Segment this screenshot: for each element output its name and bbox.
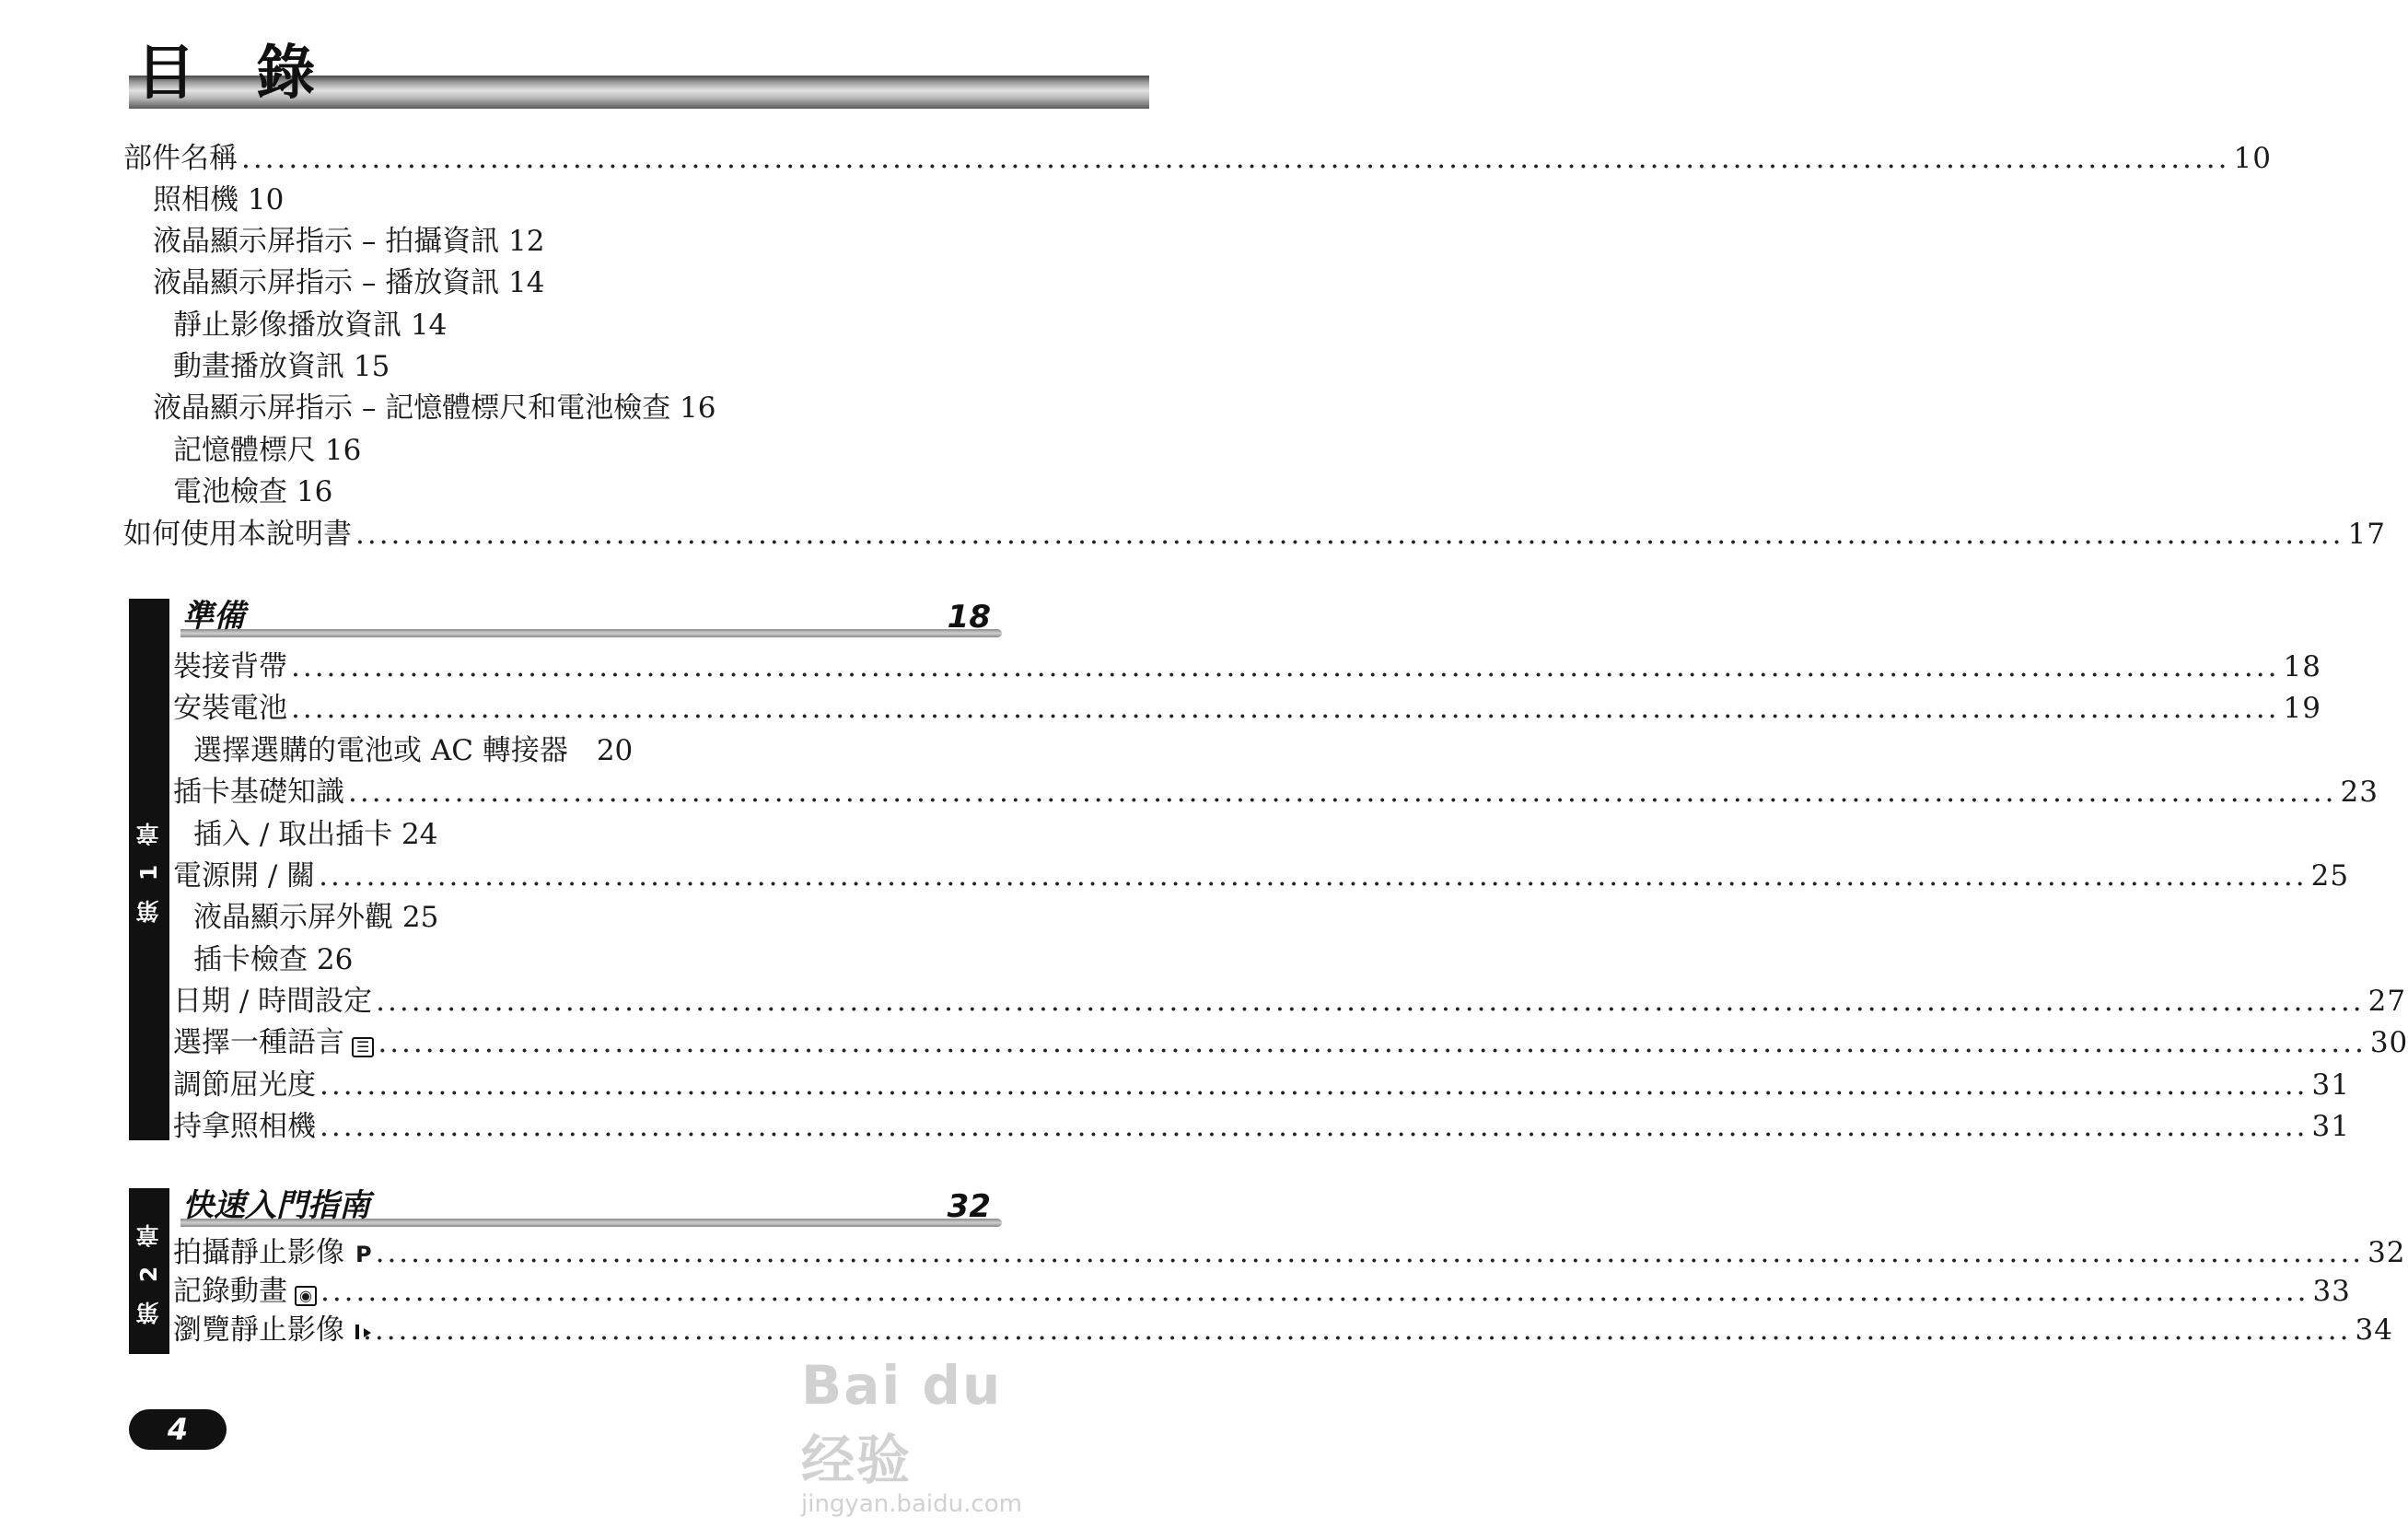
watermark-url: jingyan.baidu.com [801,1490,1022,1518]
entry-label: 日期 / 時間設定 [173,985,373,1018]
toc-entry-how-to-use[interactable] [123,516,2386,553]
leader-dots: ........................................................................................................................................................................ [378,1026,2367,1059]
entry-page: 10 [2233,142,2272,175]
entry-page: 31 [2311,1068,2350,1102]
language-menu-icon: ☰ [352,1037,374,1057]
entry-label: 如何使用本說明書 [123,518,352,551]
leader-dots: ........................................................................................................................................................................ [291,650,2280,683]
chapter-2-title: 快速入門指南 [182,1187,370,1224]
toc-entry-battery[interactable] [173,690,2321,727]
baidu-watermark [801,1354,1077,1518]
entry-label: 記錄動畫 [173,1275,287,1308]
entry-page: 25 [2310,859,2350,893]
program-mode-icon: P [355,1242,372,1267]
leader-dots: ........................................................................................................................................................................ [241,142,2230,175]
entry-page: 34 [2355,1313,2393,1347]
chapter-1-header[interactable] [180,593,1002,641]
chapter-2-tab [129,1188,169,1354]
leader-dots: ........................................................................................................................................................................ [348,776,2337,809]
page-number-badge [129,1409,227,1450]
leader-dots: ........................................................................................................................................................................ [320,1275,2309,1308]
entry-label: 瀏覽靜止影像 [173,1313,344,1347]
entry-page: 27 [2367,985,2407,1018]
entry-label: 電源開 / 關 [173,859,316,893]
toc-sub-lcd-memory[interactable]: 液晶顯示屏指示 – 記憶體標尺和電池檢查 16 [153,391,716,425]
entry-label: 安裝電池 [173,692,287,725]
entry-label: 插卡基礎知識 [173,776,344,809]
chapter-2-tab-label: 第 2 章 [135,1218,162,1325]
entry-page: 17 [2347,518,2386,551]
entry-page: 18 [2283,650,2321,683]
leader-dots: ........................................................................................................................................................................ [319,859,2308,893]
toc-entry-movie[interactable] [173,1273,2351,1310]
leader-dots: ........................................................................................................................................................................ [320,1110,2309,1143]
playback-icon [355,1325,359,1339]
entry-page: 33 [2312,1275,2351,1308]
toc-entry-view[interactable] [173,1312,2393,1348]
entry-label: 裝接背帶 [173,650,287,683]
toc-entry-diopter[interactable] [173,1067,2350,1103]
chapter-2-page: 32 [947,1188,991,1225]
movie-mode-icon: ◉ [295,1286,317,1306]
chapter-1-tab-label: 第 1 章 [135,816,162,923]
toc-entry-still[interactable] [173,1234,2406,1271]
toc-entry-datetime[interactable] [173,983,2407,1020]
toc-entry-card-basics[interactable] [173,774,2379,811]
chapter-2-header[interactable] [180,1183,1002,1231]
entry-page: 19 [2283,692,2321,725]
toc-entry-language[interactable] [173,1024,2408,1061]
leader-dots: ........................................................................................................................................................................ [291,692,2280,725]
toc-sub-lcd-look[interactable]: 液晶顯示屏外觀 25 [193,901,439,934]
entry-label: 持拿照相機 [173,1110,316,1143]
leader-dots: ........................................................................................................................................................................ [376,985,2365,1018]
page-number: 4 [167,1412,189,1447]
toc-sub-lcd-playback[interactable]: 液晶顯示屏指示 – 播放資訊 14 [153,266,545,299]
toc-sub-still-playback[interactable]: 靜止影像播放資訊 14 [173,309,448,342]
toc-sub-battery-option[interactable]: 選擇選購的電池或 AC 轉接器 20 [193,734,634,767]
toc-sub-movie-playback[interactable]: 動畫播放資訊 15 [173,350,390,383]
chapter-1-page: 18 [947,599,991,636]
entry-page: 23 [2340,776,2379,809]
entry-page: 31 [2311,1110,2350,1143]
leader-dots: ........................................................................................................................................................................ [320,1068,2309,1102]
leader-dots: ........................................................................................................................................................................ [363,1313,2352,1347]
toc-sub-card-insert[interactable]: 插入 / 取出插卡 24 [193,818,438,851]
toc-entry-parts-names[interactable] [123,140,2272,177]
chapter-1-tab [129,599,169,1140]
toc-sub-card-check[interactable]: 插卡檢查 26 [193,943,354,976]
entry-label: 選擇一種語言 [173,1026,344,1059]
toc-sub-lcd-shooting[interactable]: 液晶顯示屏指示 – 拍攝資訊 12 [153,225,545,258]
toc-sub-memory-gauge[interactable]: 記憶體標尺 16 [173,434,362,467]
leader-dots: ........................................................................................................................................................................ [355,518,2344,551]
watermark-logo: Bai du 经验 [801,1354,1003,1491]
leader-dots: ........................................................................................................................................................................ [375,1236,2365,1269]
entry-page: 30 [2369,1026,2408,1059]
toc-entry-power[interactable] [173,858,2350,894]
chapter-1-title: 準備 [182,598,245,635]
page-title: 目 錄 [136,40,336,108]
toc-sub-battery-check[interactable]: 電池檢查 16 [173,475,333,508]
entry-label: 調節屈光度 [173,1068,316,1102]
header-bar [180,629,1002,637]
entry-label: 拍攝靜止影像 [173,1236,344,1269]
entry-page: 32 [2367,1236,2406,1269]
toc-entry-strap[interactable] [173,648,2321,685]
toc-sub-camera[interactable]: 照相機 10 [153,183,285,216]
entry-label: 部件名稱 [123,142,238,175]
toc-entry-holding[interactable] [173,1108,2350,1145]
